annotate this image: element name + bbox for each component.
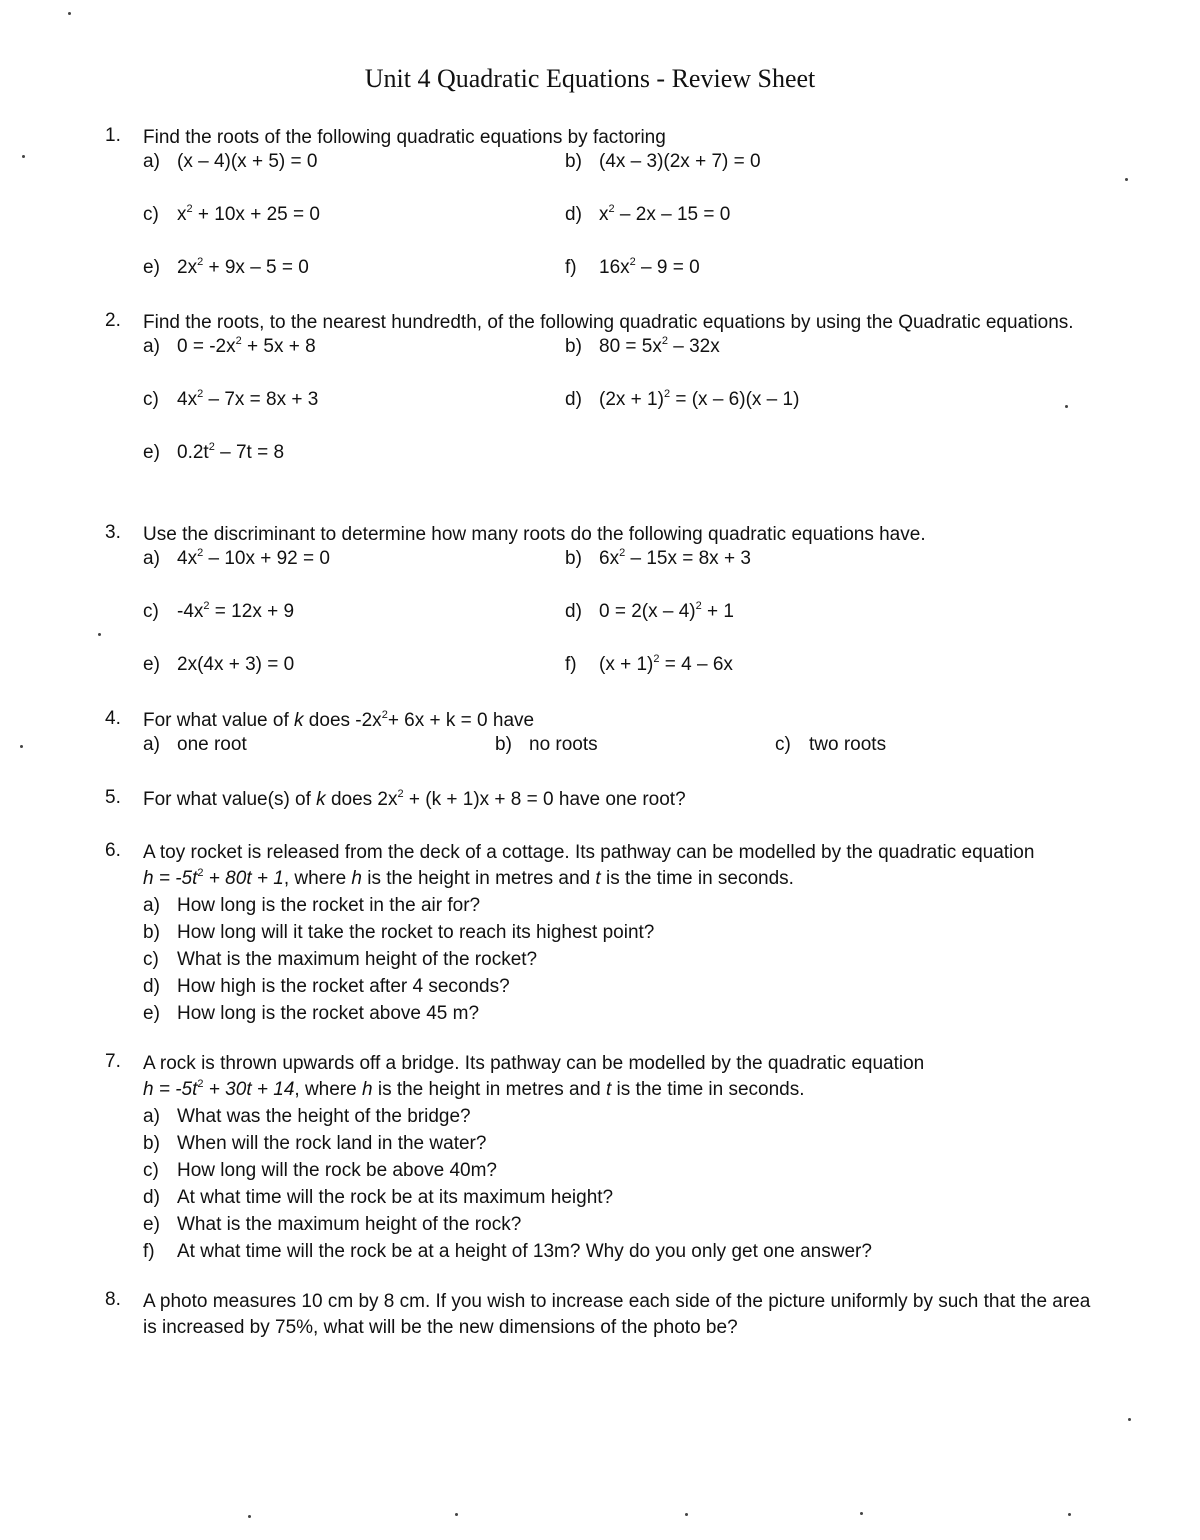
equation-item: e) $0.2t^2 - 7t = 8$ <box>143 441 285 463</box>
sub-question: b) When will the rock land in the water? <box>143 1133 487 1154</box>
equation-item: f) $16x^2 - 9 = 0$ <box>565 256 700 278</box>
scan-speck <box>248 1515 251 1518</box>
question-text: Use the discriminant to determine how many roots do the following quadratic equations have. <box>143 524 926 545</box>
option-item: b) no roots <box>495 734 598 755</box>
sub-question: d) How high is the rocket after 4 seconds? <box>143 976 510 997</box>
option-item: a) one root <box>143 734 247 755</box>
scan-speck <box>685 1513 688 1516</box>
equation-item: a) $0 = -2x^2 + 5x + 8$ <box>143 335 316 357</box>
sub-question: f) At what time will the rock be at a height of 13m? Why do you only get one answer? <box>143 1241 872 1262</box>
question-number: 8. <box>105 1289 121 1310</box>
equation-item: c) $-4x^2 = 12x + 9$ <box>143 600 295 622</box>
equation-item: c) $4x^2 - 7x = 8x + 3$ <box>143 388 319 410</box>
equation-item: a) (x – 4)(x + 5) = 0 <box>143 151 318 172</box>
equation-row <box>143 389 1105 442</box>
scan-speck <box>455 1513 458 1516</box>
scan-speck <box>860 1512 863 1515</box>
question-text: A toy rocket is released from the deck of a cottage. Its pathway can be modelled by the quadratic equation $h = -5t^2 + 80t + 1$, where h is the height in metres and t is the time in seconds. <box>143 842 1035 889</box>
equation-row <box>143 257 1105 310</box>
sub-question: a) How long is the rocket in the air for? <box>143 895 481 916</box>
sub-questions <box>143 1103 1105 1265</box>
scan-speck <box>68 12 71 15</box>
sub-question: e) What is the maximum height of the rock? <box>143 1214 522 1235</box>
sub-question: c) How long will the rock be above 40m? <box>143 1160 498 1181</box>
equation-row <box>143 151 1105 204</box>
question-number: 3. <box>105 522 121 543</box>
sub-question: b) How long will it take the rocket to reach its highest point? <box>143 922 655 943</box>
equation-item: e) $2x^2 + 9x - 5 = 0$ <box>143 256 309 278</box>
equation-row <box>143 654 1105 707</box>
question-number: 6. <box>105 840 121 861</box>
equation-item: d) 0 = 2(x – 4)$^2$ + 1 <box>565 600 734 622</box>
equation-row <box>143 442 1105 495</box>
equation-item: c) $x^2 + 10x + 25 = 0$ <box>143 203 320 225</box>
question-text: Find the roots, to the nearest hundredth, of the following quadratic equations by using the Quadratic equations. <box>143 312 1074 333</box>
equation-item: d) $x^2 - 2x - 15 = 0$ <box>565 203 731 225</box>
equation-item: d) $(2x + 1)^2 = (x - 6)(x - 1)$ <box>565 388 800 410</box>
question-number: 2. <box>105 310 121 331</box>
sub-question: a) What was the height of the bridge? <box>143 1106 471 1127</box>
equation-item: b) $80 = 5x^2 - 32x$ <box>565 335 720 357</box>
question-4 <box>105 708 1105 764</box>
sub-questions <box>143 892 1105 1027</box>
scan-speck <box>1065 405 1068 408</box>
question-text: A rock is thrown upwards off a bridge. Its pathway can be modelled by the quadratic equation $h = -5t^2 + 30t + 14$, where h is the height in metres and t is the time in seconds. <box>143 1053 925 1100</box>
scan-speck <box>1125 178 1128 181</box>
question-2 <box>105 310 1105 495</box>
question-3 <box>105 522 1105 707</box>
question-text: Find the roots of the following quadratic equations by factoring <box>143 127 666 148</box>
scan-speck <box>1068 1513 1071 1516</box>
sub-question: d) At what time will the rock be at its maximum height? <box>143 1187 614 1208</box>
equation-row <box>143 336 1105 389</box>
question-number: 5. <box>105 787 121 808</box>
scan-speck <box>20 745 23 748</box>
question-1 <box>105 125 1105 310</box>
question-7 <box>105 1051 1105 1265</box>
question-8 <box>105 1289 1105 1341</box>
question-text: For what value of k does $-2x^2+ 6x + k = 0$ have <box>143 709 535 731</box>
equation-item: e) 2x(4x + 3) = 0 <box>143 654 295 675</box>
question-number: 7. <box>105 1051 121 1072</box>
question-text: For what value(s) of k does $2x^2 + (k + 1)x + 8 = 0$ have one root? <box>143 788 686 810</box>
scan-speck <box>1128 1418 1131 1421</box>
equation-item: b) (4x – 3)(2x + 7) = 0 <box>565 151 761 172</box>
sub-question: e) How long is the rocket above 45 m? <box>143 1003 480 1024</box>
question-6 <box>105 840 1105 1027</box>
option-item: c) two roots <box>775 734 887 755</box>
scan-speck <box>98 633 101 636</box>
equation-row <box>143 601 1105 654</box>
equation-row <box>143 548 1105 601</box>
question-5 <box>105 787 1105 813</box>
equation-item: b) $6x^2 - 15x = 8x + 3$ <box>565 547 751 569</box>
question-number: 1. <box>105 125 121 146</box>
question-text: A photo measures 10 cm by 8 cm. If you wish to increase each side of the picture uniformly by such that the area is increased by 75%, what will be the new dimensions of the photo be? <box>143 1291 1091 1338</box>
page-title: Unit 4 Quadratic Equations - Review Sheet <box>364 64 816 93</box>
equation-row <box>143 204 1105 257</box>
equation-item: f) $(x + 1)^2 = 4 - 6x$ <box>565 653 733 675</box>
sub-question: c) What is the maximum height of the rocket? <box>143 949 538 970</box>
scan-speck <box>22 155 25 158</box>
question-number: 4. <box>105 708 121 729</box>
equation-item: a) $4x^2 - 10x + 92 = 0$ <box>143 547 330 569</box>
option-row <box>143 734 1105 764</box>
